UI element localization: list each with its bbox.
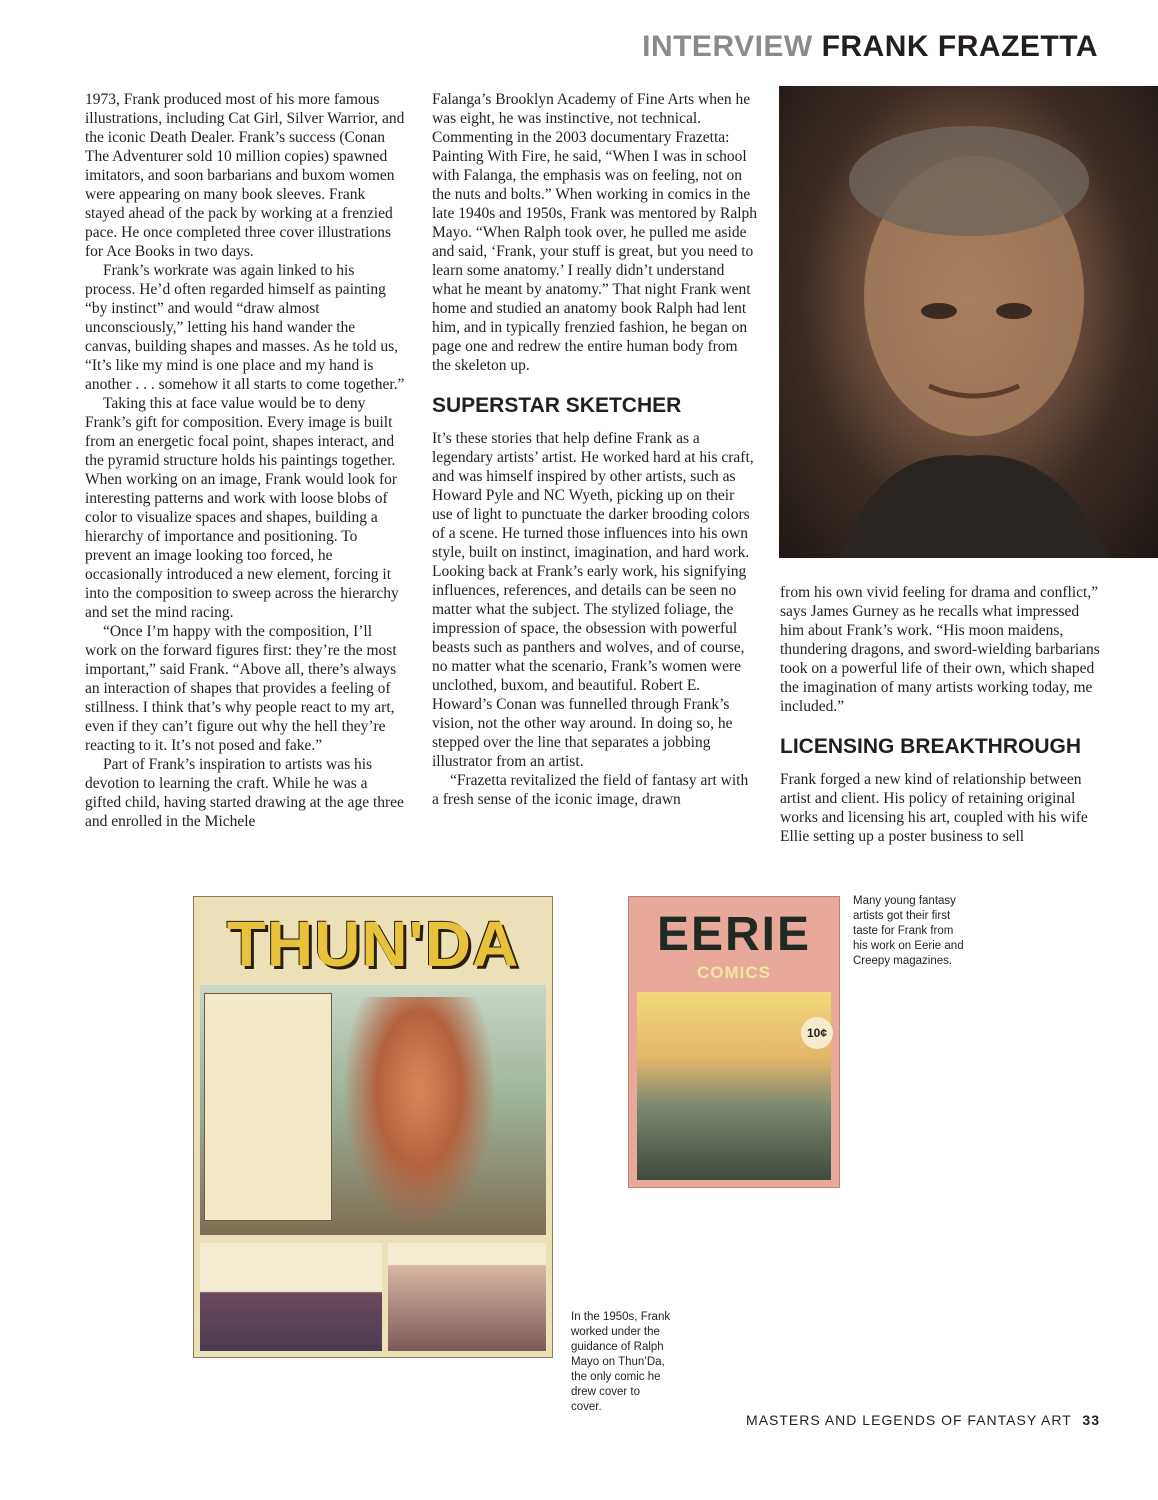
eerie-cover-scene (637, 992, 831, 1180)
comic-panel (388, 1243, 546, 1351)
paragraph: Part of Frank’s inspiration to artists was his devotion to learning the craft. While he was a gifted child, having started drawing at the age three and enrolled in the Michele (85, 756, 404, 830)
portrait-illustration (779, 86, 1158, 558)
section-heading: SUPERSTAR SKETCHER (432, 394, 682, 417)
page-header (642, 30, 1098, 64)
comic-hero-figure (344, 997, 494, 1227)
paragraph: It’s these stories that help define Frank as a legendary artists’ artist. He worked hard at his craft, and was himself inspired by other artists, such as Howard Pyle and NC Wyeth, picking up on their use of light to punctuate the darker brooding colors of a scene. He turned those influences into his own style, built on instinct, imagination, and hard work. Looking back at Frank’s early work, his signifying influences, references, and details can be seen no matter what the subject. The stylized foliage, the impression of space, the obsession with powerful beasts such as panthers and wolves, and of course, no matter what the scenario, Frank’s women were unclothed, buxom, and beautiful. Robert E. Howard’s Conan was funnelled through Frank’s vision, not the other way around. In doing so, he stepped over the line that separates a jobbing illustrator from an artist. (432, 430, 754, 770)
paragraph: from his own vivid feeling for drama and conflict,” says James Gurney as he recalls what impressed him about Frank’s work. “His moon maidens, thundering dragons, and sword-wielding barbarians took on a powerful life of their own, which shaped the imagination of many artists working today, me included.” (780, 584, 1100, 715)
thunda-comic-page (193, 896, 553, 1358)
text-column-3 (780, 583, 1100, 846)
paragraph: “Once I’m happy with the composition, I’ll work on the forward figures first: they’re the most important,” said Frank. “Above all, there’s always an interaction of shapes that provides a feeling of stillness. I think that’s why people react to my art, even if they can’t figure out why the hell they’re reacting to it. It’s not posed and fake.” (85, 623, 397, 754)
text-column-1 (85, 90, 405, 831)
portrait-painting (779, 86, 1158, 558)
book-title: MASTERS AND LEGENDS OF FANTASY ART (746, 1412, 1072, 1428)
header-subject: FRANK FRAZETTA (821, 30, 1098, 63)
eerie-caption: Many young fantasy artists got their first taste for Frank from his work on Eerie and Creepy magazines. (853, 895, 964, 967)
paragraph: Frank’s workrate was again linked to his process. He’d often regarded himself as painting “by instinct” and would “draw almost unconsciously,” letting his hand wander the canvas, building shapes and masses. As he told us, “It’s like my mind is one place and my hand is another . . . somehow it all starts to come together.” (85, 262, 405, 393)
page-footer (746, 1412, 1100, 1428)
paragraph: Frank forged a new kind of relationship between artist and client. His policy of retaining original works and licensing his art, coupled with his wife Ellie setting up a poster business to sell (780, 771, 1088, 845)
comic-scroll-caption (204, 993, 332, 1221)
text-column-2 (432, 90, 757, 809)
paragraph: Falanga’s Brooklyn Academy of Fine Arts when he was eight, he was instinctive, not technical. Commenting in the 2003 documentary Frazetta: Painting With Fire, he said, “When I was in school with Falanga, the emphasis was on feeling, not on the nuts and bolts.” When working in comics in the late 1940s and 1950s, Frank was mentored by Ralph Mayo. “When Ralph took over, he pulled me aside and said, ‘Frank, your stuff is great, but you need to learn some anatomy.’ I really didn’t understand what he meant by anatomy.” That night Frank went home and studied an anatomy book Ralph had lent him, and in typically frenzied fashion, he began on page one and redrew the entire human body from the skeleton up. (432, 91, 758, 374)
thunda-caption: In the 1950s, Frank worked under the guidance of Ralph Mayo on Thun’Da, the only comic he drew cover to cover. (571, 1311, 671, 1413)
paragraph: 1973, Frank produced most of his more famous illustrations, including Cat Girl, Silver Warrior, and the iconic Death Dealer. Frank’s success (Conan The Adventurer sold 10 million copies) spawned imitators, and soon barbarians and buxom women were appearing on many book sleeves. Frank stayed ahead of the pack by working at a frenzied pace. He once completed three cover illustrations for Ace Books in two days. (85, 91, 405, 260)
paragraph: “Frazetta revitalized the field of fantasy art with a fresh sense of the iconic image, drawn (432, 772, 749, 808)
eerie-subtitle: COMICS (697, 963, 771, 982)
eerie-price: 10¢ (801, 1017, 833, 1049)
comic-panel (200, 1243, 382, 1351)
header-section: INTERVIEW (642, 30, 813, 63)
eerie-comics-cover (628, 896, 840, 1188)
page-number: 33 (1082, 1412, 1100, 1428)
thunda-title: THUN'DA (226, 908, 520, 980)
eerie-title: EERIE (656, 908, 812, 961)
section-heading: LICENSING BREAKTHROUGH (780, 735, 1082, 758)
paragraph: Taking this at face value would be to deny Frank’s gift for composition. Every image is built from an energetic focal point, shapes interact, and the pyramid structure holds his paintings together. When working on an image, Frank would look for interesting patterns and work with loose blobs of color to visualize spaces and shapes, building a hierarchy of importance and positioning. To prevent an image looking too forced, he occasionally introduced a new element, forcing it into the composition to sweep across the hierarchy and set the mind racing. (85, 395, 399, 621)
